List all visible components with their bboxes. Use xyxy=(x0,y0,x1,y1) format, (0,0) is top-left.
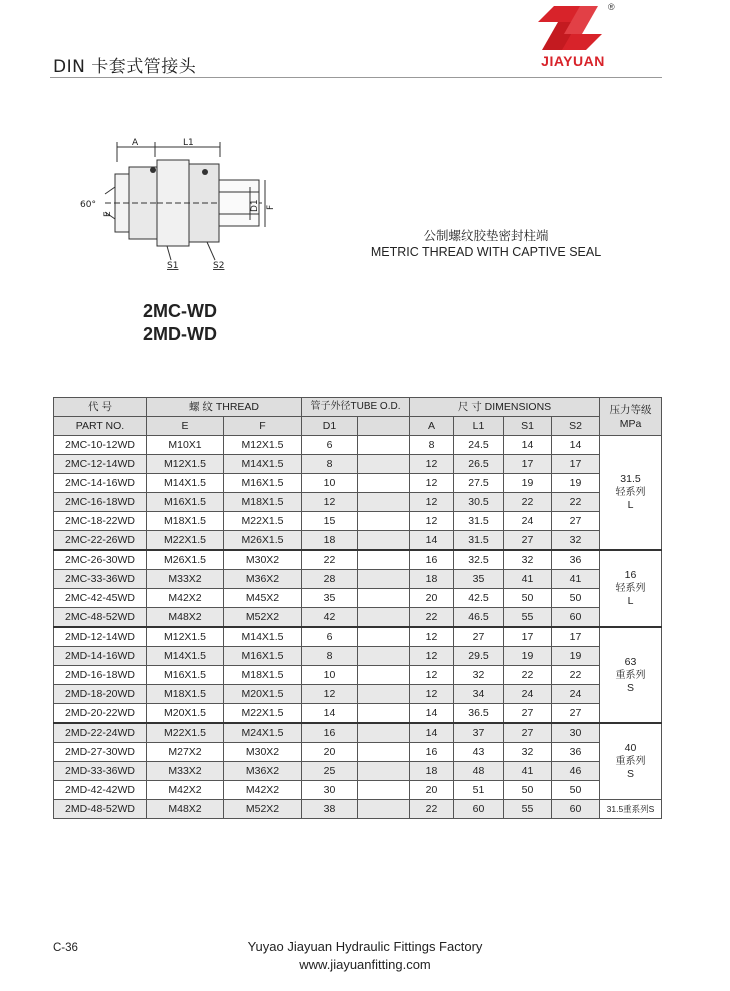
page-title: DIN 卡套式管接头 xyxy=(53,57,197,77)
table-subheader-row xyxy=(54,417,662,436)
fitting-diagram xyxy=(75,132,290,277)
table-cell: 18 xyxy=(410,762,454,781)
table-cell: 19 xyxy=(504,647,552,666)
table-row xyxy=(54,723,662,743)
table-cell: M52X2 xyxy=(224,800,302,819)
table-cell: 20 xyxy=(410,589,454,608)
table-cell: 2MD-22-24WD xyxy=(54,723,147,743)
table-cell: 42.5 xyxy=(454,589,504,608)
table-cell: 51 xyxy=(454,781,504,800)
table-cell: 32 xyxy=(552,531,600,551)
table-cell: M16X1.5 xyxy=(224,474,302,493)
table-cell: 26.5 xyxy=(454,455,504,474)
table-row xyxy=(54,627,662,647)
table-cell: M18X1.5 xyxy=(147,685,224,704)
table-cell: 32 xyxy=(454,666,504,685)
table-cell xyxy=(358,704,410,724)
table-cell: 35 xyxy=(454,570,504,589)
table-cell: 24 xyxy=(504,685,552,704)
table-cell xyxy=(358,627,410,647)
table-cell: 10 xyxy=(302,474,358,493)
table-cell: 22 xyxy=(302,550,358,570)
table-row xyxy=(54,512,662,531)
table-cell: 6 xyxy=(302,627,358,647)
table-cell xyxy=(358,781,410,800)
table-cell: 12 xyxy=(410,512,454,531)
logo-text: JIAYUAN xyxy=(541,53,605,69)
table-cell: 2MC-42-45WD xyxy=(54,589,147,608)
table-cell: 34 xyxy=(454,685,504,704)
svg-text:F: F xyxy=(266,204,276,210)
svg-text:S1: S1 xyxy=(167,261,179,271)
table-cell: 8 xyxy=(302,647,358,666)
table-cell: M52X2 xyxy=(224,608,302,628)
table-cell: M45X2 xyxy=(224,589,302,608)
table-cell: M18X1.5 xyxy=(147,512,224,531)
table-cell: 12 xyxy=(410,647,454,666)
table-cell: M22X1.5 xyxy=(224,704,302,724)
table-cell: 2MD-33-36WD xyxy=(54,762,147,781)
table-cell: 19 xyxy=(552,474,600,493)
table-cell: 15 xyxy=(302,512,358,531)
table-cell: 55 xyxy=(504,608,552,628)
table-cell: M42X2 xyxy=(147,781,224,800)
table-cell: 2MD-48-52WD xyxy=(54,800,147,819)
header-d1: D1 xyxy=(302,417,358,436)
table-cell: 29.5 xyxy=(454,647,504,666)
table-cell: 17 xyxy=(504,627,552,647)
table-cell: M16X1.5 xyxy=(147,493,224,512)
table-cell xyxy=(358,762,410,781)
subtitle-chinese: 公制螺纹胶垫密封柱端 xyxy=(423,228,549,243)
table-cell: M14X1.5 xyxy=(224,455,302,474)
table-cell: M14X1.5 xyxy=(147,647,224,666)
pressure-rating-cell: 63 重系列 S xyxy=(600,627,662,723)
table-cell xyxy=(358,608,410,628)
table-cell xyxy=(358,723,410,743)
header-a: A xyxy=(410,417,454,436)
table-cell xyxy=(358,666,410,685)
table-cell: 27 xyxy=(504,531,552,551)
table-cell: 41 xyxy=(504,762,552,781)
table-cell: 6 xyxy=(302,436,358,455)
table-cell xyxy=(358,743,410,762)
table-cell: 50 xyxy=(552,781,600,800)
svg-text:E: E xyxy=(103,211,113,217)
spec-table xyxy=(53,397,662,819)
table-cell: 2MD-27-30WD xyxy=(54,743,147,762)
table-row xyxy=(54,762,662,781)
table-cell: M16X1.5 xyxy=(147,666,224,685)
table-cell: M48X2 xyxy=(147,800,224,819)
table-cell: M12X1.5 xyxy=(147,455,224,474)
table-cell: 17 xyxy=(552,627,600,647)
table-cell: 46.5 xyxy=(454,608,504,628)
table-cell: M10X1 xyxy=(147,436,224,455)
table-cell: 30.5 xyxy=(454,493,504,512)
svg-text:®: ® xyxy=(608,2,615,12)
table-row xyxy=(54,455,662,474)
header-dimensions: 尺 寸 DIMENSIONS xyxy=(410,398,600,417)
table-cell: 60 xyxy=(552,608,600,628)
table-cell: 48 xyxy=(454,762,504,781)
table-cell: 32 xyxy=(504,743,552,762)
table-cell: M30X2 xyxy=(224,550,302,570)
header-divider xyxy=(50,77,662,78)
table-cell: 12 xyxy=(410,493,454,512)
table-cell: M42X2 xyxy=(224,781,302,800)
table-cell: 2MC-26-30WD xyxy=(54,550,147,570)
table-cell: 19 xyxy=(504,474,552,493)
table-cell: 2MC-12-14WD xyxy=(54,455,147,474)
table-cell: 38 xyxy=(302,800,358,819)
table-cell: M42X2 xyxy=(147,589,224,608)
table-cell: M22X1.5 xyxy=(147,723,224,743)
table-cell: 2MD-20-22WD xyxy=(54,704,147,724)
table-cell: 22 xyxy=(410,608,454,628)
header-f: F xyxy=(224,417,302,436)
page-number: C-36 xyxy=(53,942,78,954)
header-e: E xyxy=(147,417,224,436)
header-tube: 管子外径TUBE O.D. xyxy=(302,398,410,417)
header-code: 代 号 xyxy=(54,398,147,417)
table-cell: 35 xyxy=(302,589,358,608)
table-cell: 2MC-33-36WD xyxy=(54,570,147,589)
table-cell: 12 xyxy=(410,474,454,493)
table-cell: M22X1.5 xyxy=(147,531,224,551)
table-cell: 42 xyxy=(302,608,358,628)
table-cell: M48X2 xyxy=(147,608,224,628)
header-l1: L1 xyxy=(454,417,504,436)
table-cell: 22 xyxy=(552,493,600,512)
table-cell: 22 xyxy=(504,666,552,685)
table-cell: M26X1.5 xyxy=(147,550,224,570)
table-cell: 50 xyxy=(504,589,552,608)
table-cell: 24 xyxy=(504,512,552,531)
table-cell: 16 xyxy=(410,550,454,570)
table-row xyxy=(54,493,662,512)
table-cell: 14 xyxy=(410,723,454,743)
table-cell: 14 xyxy=(410,704,454,724)
table-cell: 2MC-18-22WD xyxy=(54,512,147,531)
table-cell: M36X2 xyxy=(224,762,302,781)
svg-text:D1: D1 xyxy=(250,199,260,212)
table-cell: 60 xyxy=(552,800,600,819)
model-code-2: 2MD-WD xyxy=(143,324,217,344)
table-cell: 12 xyxy=(410,627,454,647)
table-cell: 2MC-48-52WD xyxy=(54,608,147,628)
table-row xyxy=(54,474,662,493)
table-row xyxy=(54,666,662,685)
table-cell: 30 xyxy=(302,781,358,800)
table-cell: 14 xyxy=(410,531,454,551)
table-cell: 31.5 xyxy=(454,512,504,531)
table-row xyxy=(54,589,662,608)
table-cell: 41 xyxy=(552,570,600,589)
table-cell: M27X2 xyxy=(147,743,224,762)
table-cell: M12X1.5 xyxy=(224,436,302,455)
table-cell: 27 xyxy=(454,627,504,647)
table-cell: M33X2 xyxy=(147,570,224,589)
table-row xyxy=(54,531,662,551)
table-cell: 18 xyxy=(410,570,454,589)
table-cell: 2MC-16-18WD xyxy=(54,493,147,512)
table-cell: 46 xyxy=(552,762,600,781)
table-row xyxy=(54,685,662,704)
table-cell: 2MD-42-42WD xyxy=(54,781,147,800)
table-cell: 8 xyxy=(410,436,454,455)
table-row xyxy=(54,647,662,666)
table-cell xyxy=(358,550,410,570)
table-cell: 2MD-14-16WD xyxy=(54,647,147,666)
table-cell: 18 xyxy=(302,531,358,551)
table-cell: 37 xyxy=(454,723,504,743)
table-cell: 2MC-22-26WD xyxy=(54,531,147,551)
table-row xyxy=(54,781,662,800)
table-cell: 16 xyxy=(302,723,358,743)
table-cell: 12 xyxy=(410,685,454,704)
table-cell: M33X2 xyxy=(147,762,224,781)
subtitle-english: METRIC THREAD WITH CAPTIVE SEAL xyxy=(370,245,602,259)
table-cell: 12 xyxy=(410,455,454,474)
header-s2: S2 xyxy=(552,417,600,436)
table-row xyxy=(54,743,662,762)
table-cell: M14X1.5 xyxy=(147,474,224,493)
table-row xyxy=(54,550,662,570)
table-cell: 36.5 xyxy=(454,704,504,724)
table-row xyxy=(54,436,662,455)
table-cell xyxy=(358,685,410,704)
table-cell: 24.5 xyxy=(454,436,504,455)
table-cell xyxy=(358,531,410,551)
table-cell xyxy=(358,589,410,608)
table-cell: 2MC-14-16WD xyxy=(54,474,147,493)
footer-company: Yuyao Jiayuan Hydraulic Fittings Factory xyxy=(247,939,483,954)
table-cell: M16X1.5 xyxy=(224,647,302,666)
header-thread: 螺 纹 THREAD xyxy=(147,398,302,417)
table-cell: M20X1.5 xyxy=(147,704,224,724)
table-cell: 43 xyxy=(454,743,504,762)
svg-text:A: A xyxy=(132,138,139,148)
table-row xyxy=(54,608,662,628)
table-cell: 16 xyxy=(410,743,454,762)
table-cell: M24X1.5 xyxy=(224,723,302,743)
table-cell: M30X2 xyxy=(224,743,302,762)
table-cell: M26X1.5 xyxy=(224,531,302,551)
table-cell: 31.5 xyxy=(454,531,504,551)
table-cell: 36 xyxy=(552,743,600,762)
table-cell: 55 xyxy=(504,800,552,819)
table-cell xyxy=(358,800,410,819)
table-cell: 28 xyxy=(302,570,358,589)
table-cell xyxy=(358,647,410,666)
table-cell: 12 xyxy=(302,685,358,704)
table-cell: 22 xyxy=(552,666,600,685)
table-cell: 10 xyxy=(302,666,358,685)
header-s1: S1 xyxy=(504,417,552,436)
table-row xyxy=(54,800,662,819)
table-cell: 27 xyxy=(552,512,600,531)
table-cell xyxy=(358,493,410,512)
table-cell: 2MC-10-12WD xyxy=(54,436,147,455)
table-cell xyxy=(358,570,410,589)
table-cell xyxy=(358,436,410,455)
table-cell: 50 xyxy=(552,589,600,608)
table-cell: 22 xyxy=(504,493,552,512)
table-cell: 25 xyxy=(302,762,358,781)
table-cell: 2MD-16-18WD xyxy=(54,666,147,685)
pressure-rating-cell: 40 重系列 S xyxy=(600,723,662,800)
table-row xyxy=(54,570,662,589)
table-cell: 14 xyxy=(302,704,358,724)
svg-text:S2: S2 xyxy=(213,261,225,271)
table-cell: 24 xyxy=(552,685,600,704)
table-cell: 19 xyxy=(552,647,600,666)
table-cell: M20X1.5 xyxy=(224,685,302,704)
footer-website[interactable]: www.jiayuanfitting.com xyxy=(299,957,431,972)
table-cell: 20 xyxy=(302,743,358,762)
model-code-1: 2MC-WD xyxy=(143,301,217,321)
table-cell: 32 xyxy=(504,550,552,570)
table-cell: 27 xyxy=(552,704,600,724)
header-blank xyxy=(358,417,410,436)
table-cell: 27 xyxy=(504,704,552,724)
table-row xyxy=(54,704,662,724)
table-cell: M22X1.5 xyxy=(224,512,302,531)
table-cell: 8 xyxy=(302,455,358,474)
table-cell: 27.5 xyxy=(454,474,504,493)
table-cell xyxy=(358,474,410,493)
pressure-rating-cell: 31.5重系列S xyxy=(600,800,662,819)
table-cell: 14 xyxy=(552,436,600,455)
header-part-no: PART NO. xyxy=(54,417,147,436)
header-pressure: 压力等级 MPa xyxy=(600,398,662,436)
svg-text:L1: L1 xyxy=(183,138,194,148)
table-cell xyxy=(358,455,410,474)
table-cell: 30 xyxy=(552,723,600,743)
table-cell: 36 xyxy=(552,550,600,570)
table-cell: 20 xyxy=(410,781,454,800)
table-cell: M14X1.5 xyxy=(224,627,302,647)
table-cell: 17 xyxy=(504,455,552,474)
table-cell: 41 xyxy=(504,570,552,589)
table-header-row xyxy=(54,398,662,417)
table-cell: M18X1.5 xyxy=(224,666,302,685)
table-cell: M12X1.5 xyxy=(147,627,224,647)
pressure-rating-cell: 16 轻系列 L xyxy=(600,550,662,627)
table-cell: 27 xyxy=(504,723,552,743)
table-cell: 60 xyxy=(454,800,504,819)
table-cell: 12 xyxy=(302,493,358,512)
table-cell: 32.5 xyxy=(454,550,504,570)
table-cell: 2MD-12-14WD xyxy=(54,627,147,647)
table-cell: 22 xyxy=(410,800,454,819)
table-cell: 12 xyxy=(410,666,454,685)
table-cell xyxy=(358,512,410,531)
table-cell: M36X2 xyxy=(224,570,302,589)
svg-text:60°: 60° xyxy=(80,200,96,210)
table-cell: 17 xyxy=(552,455,600,474)
pressure-rating-cell: 31.5 轻系列 L xyxy=(600,436,662,551)
table-cell: M18X1.5 xyxy=(224,493,302,512)
table-cell: 50 xyxy=(504,781,552,800)
table-cell: 2MD-18-20WD xyxy=(54,685,147,704)
table-cell: 14 xyxy=(504,436,552,455)
